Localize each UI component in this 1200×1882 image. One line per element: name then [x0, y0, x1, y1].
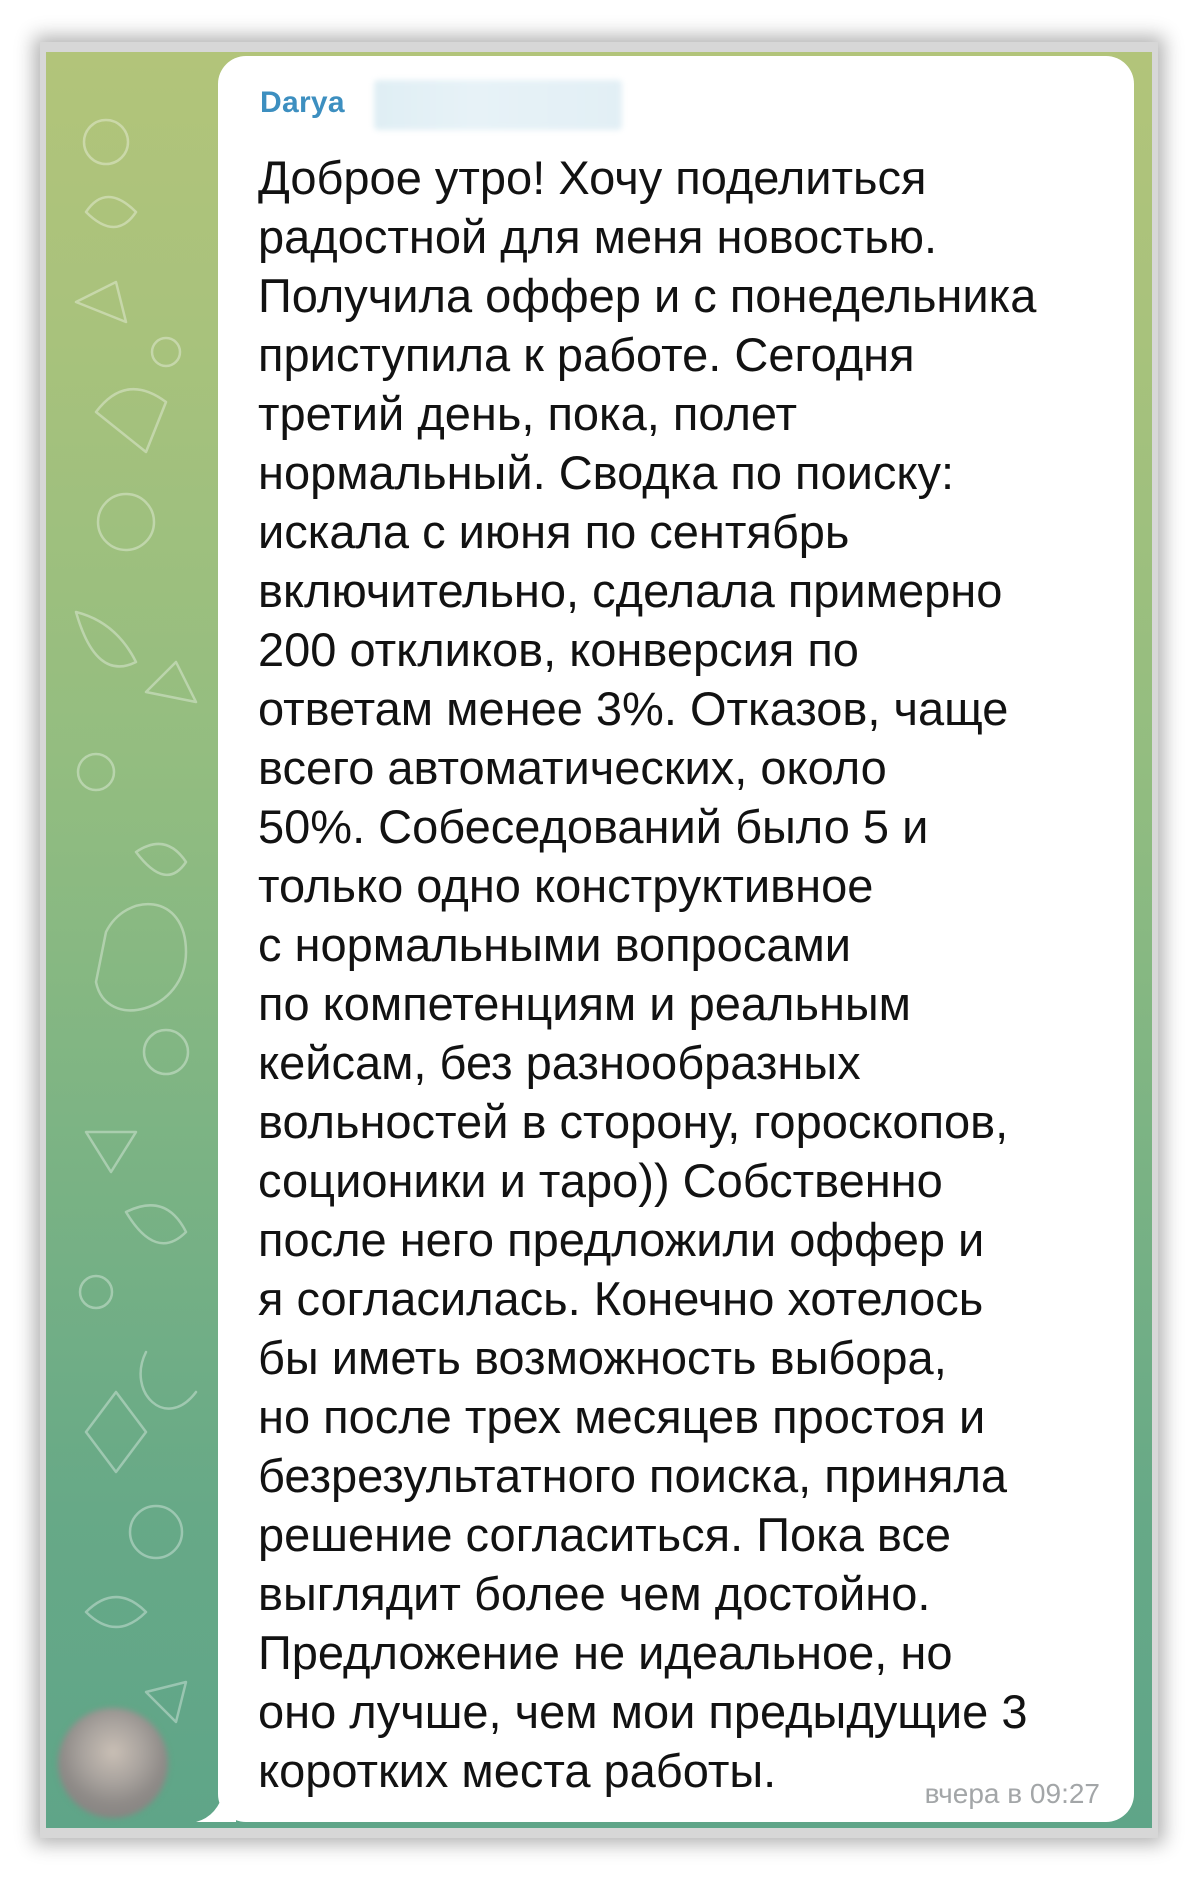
message-line: Доброе утро! Хочу поделиться: [258, 151, 927, 204]
message-line: приступила к работе. Сегодня: [258, 328, 915, 381]
message-line: кейсам, без разнообразных: [258, 1036, 861, 1089]
message-line: безрезультатного поиска, приняла: [258, 1449, 1008, 1502]
message-line: нормальный. Сводка по поиску:: [258, 446, 955, 499]
message-line: только одно конструктивное: [258, 859, 874, 912]
message-line: решение согласиться. Пока все: [258, 1508, 951, 1561]
message-line: но после трех месяцев простоя и: [258, 1390, 986, 1443]
message-line: после него предложили оффер и: [258, 1213, 985, 1266]
avatar[interactable]: [58, 1708, 168, 1818]
message-line: вольностей в сторону, гороскопов,: [258, 1095, 1009, 1148]
message-line: радостной для меня новостью.: [258, 210, 938, 263]
message-line: 200 откликов, конверсия по: [258, 623, 859, 676]
message-line: коротких места работы.: [258, 1744, 777, 1797]
message-line: Получила оффер и с понедельника: [258, 269, 1037, 322]
message-line: 50%. Собеседований было 5 и: [258, 800, 929, 853]
message-line: бы иметь возможность выбора,: [258, 1331, 947, 1384]
message-line: Предложение не идеальное, но: [258, 1626, 953, 1679]
message-timestamp: вчера в 09:27: [924, 1778, 1100, 1809]
message-line: ответам менее 3%. Отказов, чаще: [258, 682, 1009, 735]
sender-name[interactable]: Darya: [260, 86, 345, 119]
message-line: третий день, пока, полет: [258, 387, 797, 440]
message-text: [258, 148, 1118, 1800]
message-line: соционики и таро)) Собственно: [258, 1154, 943, 1207]
message-line: включительно, сделала примерно: [258, 564, 1003, 617]
message-line: по компетенциям и реальным: [258, 977, 911, 1030]
message-line: всего автоматических, около: [258, 741, 887, 794]
chat-doodle-pattern-icon: [46, 52, 246, 1828]
sender-name-redacted: [374, 80, 622, 130]
message-line: выглядит более чем достойно.: [258, 1567, 931, 1620]
message-line: с нормальными вопросами: [258, 918, 852, 971]
message-line: я согласилась. Конечно хотелось: [258, 1272, 984, 1325]
message-line: оно лучше, чем мои предыдущие 3: [258, 1685, 1028, 1738]
message-line: искала с июня по сентябрь: [258, 505, 850, 558]
